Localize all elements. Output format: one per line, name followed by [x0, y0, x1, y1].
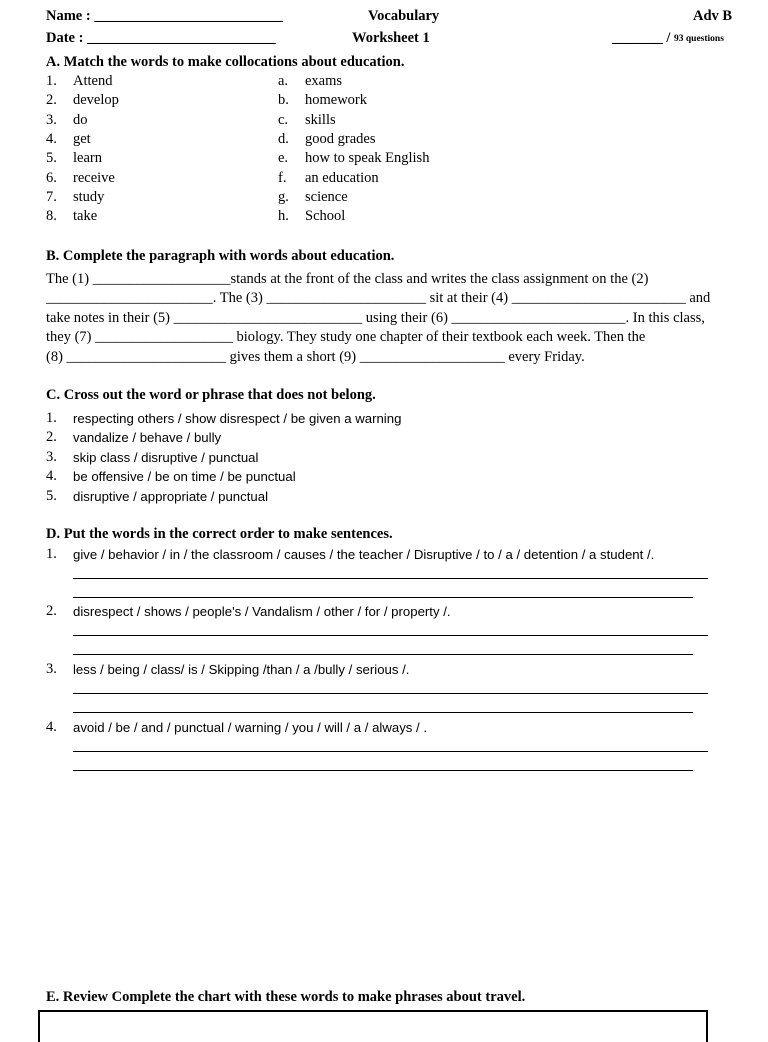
- answer-line[interactable]: [73, 693, 708, 694]
- item-number: 4.: [46, 468, 57, 485]
- match-left-number: 4.: [46, 130, 57, 147]
- match-right-word: exams: [305, 73, 343, 89]
- match-left-word: take: [73, 208, 98, 225]
- match-right-word: School: [305, 208, 346, 225]
- match-left-number: 7.: [46, 188, 57, 205]
- match-right-letter: b.: [278, 92, 289, 109]
- date-field-label[interactable]: Date : __________________________: [46, 30, 276, 46]
- item-number: 3.: [46, 661, 57, 677]
- level-label: Adv B: [693, 8, 733, 24]
- scrambled-sentence: less / being / class/ is / Skipping /than / a /bully / serious /.: [73, 662, 410, 677]
- cross-out-item[interactable]: respecting others / show disrespect / be given a warning: [73, 411, 402, 426]
- item-number: 1.: [46, 410, 57, 426]
- match-right-word: an education: [305, 169, 379, 186]
- match-left-number: 2.: [46, 92, 57, 109]
- cross-out-item[interactable]: be offensive / be on time / be punctual: [73, 469, 296, 485]
- match-right-word: good grades: [305, 130, 376, 147]
- match-right-letter: c.: [278, 111, 289, 128]
- item-number: 2.: [46, 603, 57, 619]
- match-right-letter: h.: [278, 208, 289, 225]
- scrambled-sentence: avoid / be / and / punctual / warning / you / will / a / always / .: [73, 720, 428, 735]
- match-left-number: 5.: [46, 150, 57, 167]
- match-left-number: 8.: [46, 208, 57, 225]
- cross-out-item[interactable]: disruptive / appropriate / punctual: [73, 488, 268, 504]
- item-number: 4.: [46, 719, 57, 735]
- scrambled-sentence: disrespect / shows / people's / Vandalism / other / for / property /.: [73, 604, 451, 619]
- scrambled-sentence: give / behavior / in / the classroom / causes / the teacher / Disruptive / to / a / detention / a student /.: [73, 547, 655, 562]
- answer-line[interactable]: [73, 654, 693, 655]
- match-left-number: 3.: [46, 111, 57, 128]
- match-left-number: 1.: [46, 73, 57, 89]
- match-left-word: receive: [73, 169, 115, 186]
- name-field-label[interactable]: Name : __________________________: [46, 8, 283, 24]
- item-number: 1.: [46, 546, 57, 562]
- match-right-letter: d.: [278, 130, 289, 147]
- match-right-letter: e.: [278, 150, 289, 167]
- cross-out-item[interactable]: skip class / disruptive / punctual: [73, 449, 259, 465]
- match-left-word: learn: [73, 150, 102, 167]
- answer-line[interactable]: [73, 578, 708, 579]
- match-left-number: 6.: [46, 169, 57, 186]
- match-right-word: homework: [305, 92, 368, 109]
- item-number: 5.: [46, 487, 57, 504]
- match-left-word: Attend: [73, 73, 113, 89]
- match-left-word: do: [73, 111, 88, 128]
- answer-line[interactable]: [73, 597, 693, 598]
- match-right-word: skills: [305, 111, 336, 128]
- paragraph-line: _______________________. The (3) ______________________ sit at their (4) ________________________ and: [46, 290, 711, 307]
- title-worksheet: Worksheet 1: [352, 30, 430, 46]
- section-a-heading: A. Match the words to make collocations about education.: [46, 54, 405, 70]
- answer-line[interactable]: [73, 770, 693, 771]
- paragraph-line: they (7) ___________________ biology. They study one chapter of their textbook each week. Then the: [46, 329, 646, 346]
- item-number: 3.: [46, 448, 57, 465]
- section-b-heading: B. Complete the paragraph with words about education.: [46, 248, 395, 264]
- score-blank[interactable]: _______ /: [612, 30, 671, 46]
- section-d-heading: D. Put the words in the correct order to make sentences.: [46, 526, 393, 542]
- answer-line[interactable]: [73, 712, 693, 713]
- match-right-letter: g.: [278, 188, 289, 205]
- score-total: 93 questions: [674, 34, 724, 44]
- title-vocabulary: Vocabulary: [368, 8, 440, 24]
- match-left-word: develop: [73, 92, 119, 109]
- paragraph-line: take notes in their (5) __________________________ using their (6) ________________________. In this class,: [46, 309, 705, 326]
- answer-line[interactable]: [73, 635, 708, 636]
- match-right-word: science: [305, 188, 348, 205]
- match-right-letter: f.: [278, 169, 287, 186]
- paragraph-line: (8) ______________________ gives them a short (9) ____________________ every Friday.: [46, 348, 585, 365]
- cross-out-item[interactable]: vandalize / behave / bully: [73, 430, 222, 446]
- answer-line[interactable]: [73, 751, 708, 752]
- section-e-chart-box: [38, 1010, 708, 1042]
- match-right-word: how to speak English: [305, 150, 430, 167]
- match-right-letter: a.: [278, 73, 289, 89]
- match-left-word: get: [73, 130, 91, 147]
- section-c-heading: C. Cross out the word or phrase that does not belong.: [46, 387, 376, 403]
- section-e-heading: E. Review Complete the chart with these words to make phrases about travel.: [46, 989, 526, 1005]
- item-number: 2.: [46, 429, 57, 446]
- paragraph-line: The (1) ___________________stands at the front of the class and writes the class assignment on the (2): [46, 271, 649, 287]
- match-left-word: study: [73, 188, 105, 205]
